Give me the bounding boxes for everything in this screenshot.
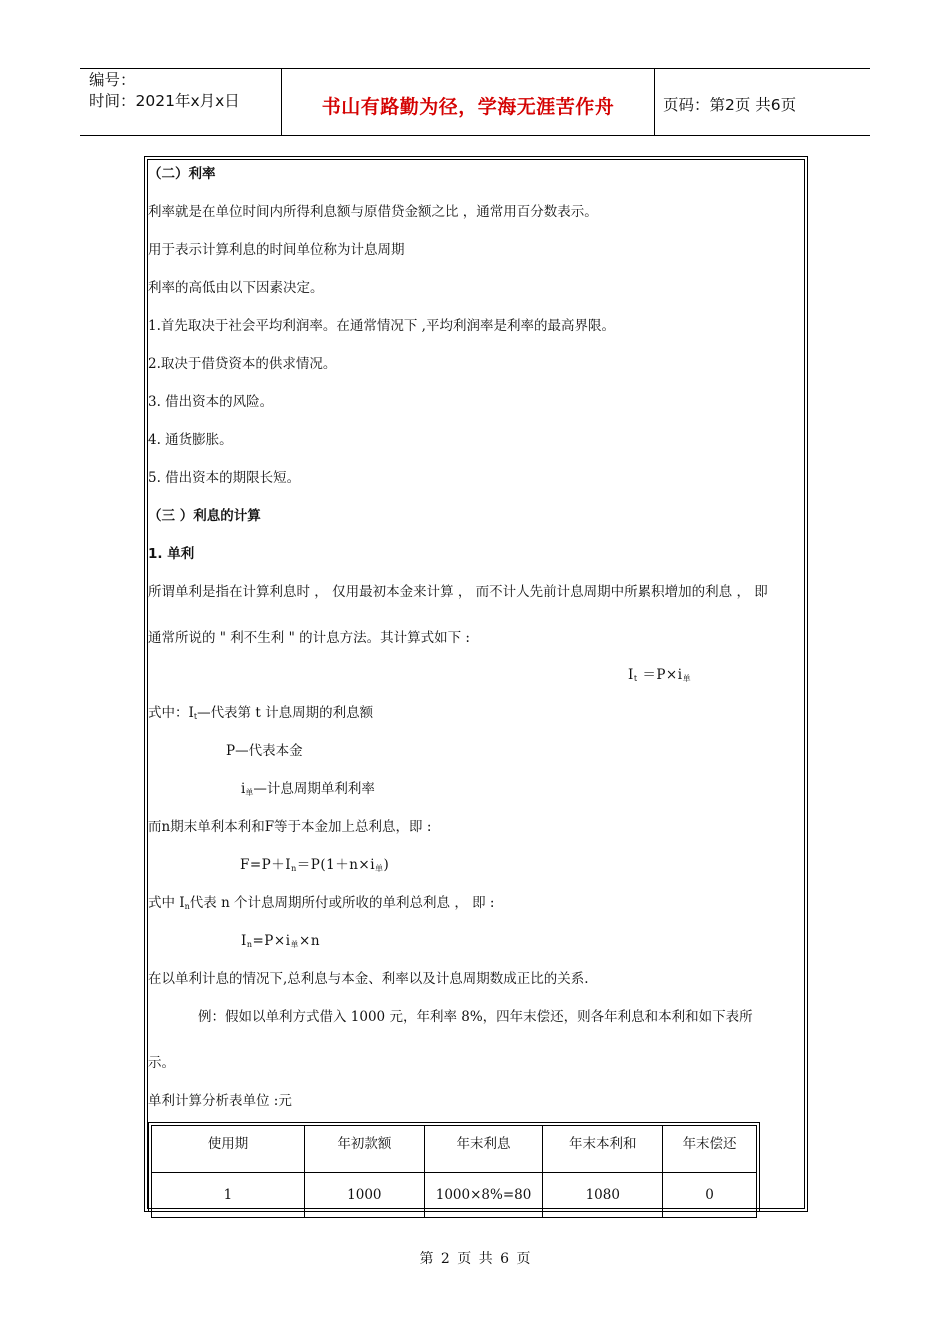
formula-total-interest: $I_n=P\times i_单\times n$ <box>241 933 321 949</box>
list-item: 2.取决于借贷资本的供求情况。 <box>148 356 337 372</box>
list-item: 5. 借出资本的期限长短。 <box>148 470 301 486</box>
formula-total-amount: $F=P+I_n=P(1+n\times i_单)$ <box>240 857 390 873</box>
paragraph: 通常所说的 " 利不生利 " 的计息方法。其计算式如下 : <box>148 630 470 646</box>
table-row <box>152 1173 757 1218</box>
paragraph: 在以单利计息的情况下,总利息与本金、利率以及计息周期数成正比的关系. <box>148 971 589 987</box>
table-header-cell: 年末利息 <box>424 1126 543 1173</box>
page-footer: 第 2 页 共 6 页 <box>419 1251 531 1267</box>
table-cell: 1000 <box>304 1173 424 1218</box>
table-cell: 1 <box>152 1173 305 1218</box>
section-title-interest-calc: （三 ）利息的计算 <box>148 508 261 524</box>
list-item: 4. 通货膨胀。 <box>148 432 233 448</box>
header-motto: 书山有路勤为径，学海无涯苦作舟 <box>321 96 615 118</box>
header-meta <box>89 70 240 112</box>
table-header-row <box>152 1126 757 1173</box>
paragraph: 所谓单利是指在计算利息时 ， 仅用最初本金来计算 ， 而不计人先前计息周期中所累积增加的利息 ， 即 <box>148 584 768 600</box>
paragraph: 用于表示计算利息的时间单位称为计息周期 <box>148 242 405 258</box>
header-divider <box>281 68 282 135</box>
header-page-number: 页码：第2页 共6页 <box>663 96 797 114</box>
table-cell: 0 <box>663 1173 757 1218</box>
table-header-cell: 年末本利和 <box>543 1126 663 1173</box>
definition-line: $i_单—$计息周期单利利率 <box>241 781 375 797</box>
example-paragraph: 例：假如以单利方式借入 1000 元，年利率 8%，四年末偿还，则各年利息和本利和如下表所 <box>198 1009 753 1025</box>
table-cell: 1080 <box>543 1173 663 1218</box>
header-number: 编号： <box>89 71 136 89</box>
list-item: 3. 借出资本的风险。 <box>148 394 274 410</box>
header-bottom-rule <box>80 135 870 136</box>
paragraph: 利率的高低由以下因素决定。 <box>148 280 324 296</box>
header-time: 时间：2021年x月x日 <box>89 92 240 110</box>
table-header-cell: 年初款额 <box>304 1126 424 1173</box>
header-divider <box>654 68 655 135</box>
subsection-title-simple-interest: 1. 单利 <box>148 546 195 562</box>
paragraph: 而n期末单利本利和F等于本金加上总利息，即 : <box>148 819 432 835</box>
paragraph: 利率就是在单位时间内所得利息额与原借贷金额之比 ，通常用百分数表示。 <box>148 204 598 220</box>
definition-line: 式中：$I_t—$代表第 t 计息周期的利息额 <box>148 705 374 721</box>
simple-interest-table <box>151 1125 757 1218</box>
table-header-cell: 年末偿还 <box>663 1126 757 1173</box>
formula-simple-interest: $I_t =P\times i_单$ <box>628 667 692 683</box>
table-caption: 单利计算分析表单位 :元 <box>148 1093 292 1109</box>
table-header-cell: 使用期 <box>152 1126 305 1173</box>
definition-line: P—代表本金 <box>226 743 303 759</box>
header-top-rule <box>80 68 870 69</box>
example-paragraph: 示。 <box>148 1055 175 1071</box>
list-item: 1.首先取决于社会平均利润率。在通常情况下 ,平均利润率是利率的最高界限。 <box>148 318 615 334</box>
section-title-interest-rate: （二）利率 <box>148 166 216 182</box>
paragraph: 式中 $I_n$代表 n 个计息周期所付或所收的单利总利息 ， 即 : <box>148 895 495 911</box>
table-cell: 1000×8%=80 <box>424 1173 543 1218</box>
